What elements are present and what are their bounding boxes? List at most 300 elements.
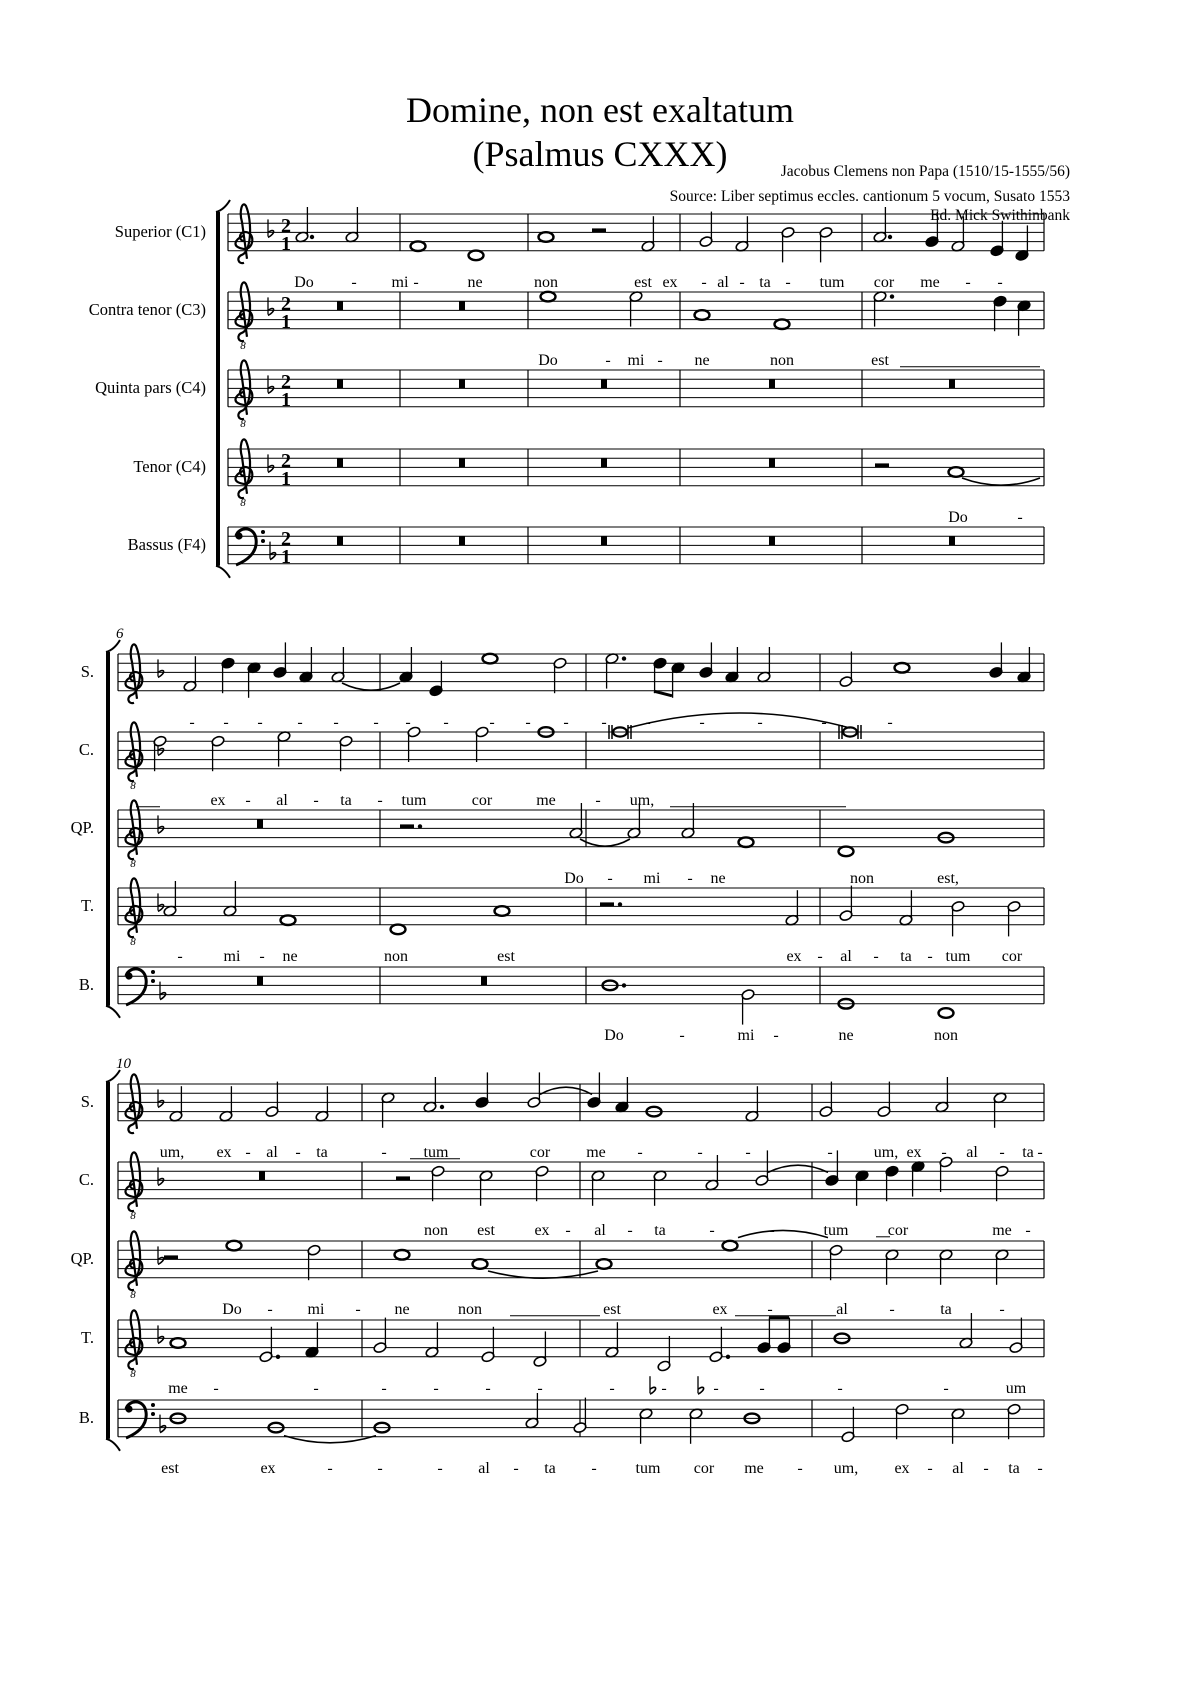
- note: [819, 226, 833, 262]
- lyric-hyphen: -: [609, 1379, 615, 1397]
- lyric-hyphen: -: [189, 713, 195, 731]
- accidental-flat: [698, 1376, 704, 1394]
- note: [745, 1086, 759, 1122]
- lyric-hyphen: -: [997, 273, 1003, 291]
- note: [699, 642, 713, 678]
- note: [569, 803, 583, 839]
- note: [533, 1331, 547, 1367]
- note: [223, 881, 237, 917]
- lyric-syllable: cor: [887, 1221, 909, 1239]
- dot: [622, 983, 626, 987]
- note: [895, 1403, 909, 1439]
- treble-clef-icon: [235, 282, 252, 341]
- key-signature-flat: [160, 982, 166, 1000]
- lyric-hyphen: -: [489, 713, 495, 731]
- time-signature-bottom: 1: [281, 389, 291, 411]
- lyric-hyphen: -: [709, 1221, 715, 1239]
- bracket-hook: [106, 1439, 120, 1451]
- lyric-hyphen: -: [785, 273, 791, 291]
- lyric-syllable: est,: [937, 869, 959, 887]
- breve-rest: [459, 458, 465, 467]
- note: [339, 735, 353, 771]
- note: [949, 467, 964, 477]
- note: [473, 1259, 488, 1269]
- note: [277, 730, 291, 766]
- lyric-hyphen: -: [605, 351, 611, 369]
- lyric-hyphen: -: [927, 947, 933, 965]
- voice-label: C.: [78, 740, 94, 759]
- lyric-syllable: ne: [694, 351, 710, 369]
- tie: [738, 1230, 828, 1237]
- lyric-syllable: ex: [662, 273, 678, 291]
- lyric-hyphen: -: [485, 1379, 491, 1397]
- note: [873, 290, 887, 326]
- lyric-hyphen: -: [679, 1026, 685, 1044]
- source-credit: Source: Liber septimus eccles. cantionum 5 vocum, Susato 1553: [669, 188, 1070, 205]
- note: [381, 1092, 395, 1128]
- lyric-syllable: non: [850, 869, 874, 887]
- lyric-syllable: ne: [838, 1026, 854, 1044]
- note: [541, 292, 556, 302]
- note: [1015, 225, 1029, 261]
- note: [841, 1407, 855, 1443]
- note: [990, 221, 1004, 257]
- note: [247, 662, 261, 698]
- note: [479, 1170, 493, 1206]
- lyric-hyphen: -: [837, 1379, 843, 1397]
- breve-rest: [337, 458, 343, 467]
- note: [475, 1072, 489, 1108]
- key-signature-flat: [158, 1089, 164, 1107]
- note: [273, 642, 287, 678]
- octave-mark: 8: [130, 1367, 136, 1380]
- key-signature-flat: [270, 542, 276, 560]
- note: [681, 803, 695, 839]
- lyric-hyphen: -: [373, 713, 379, 731]
- note: [777, 1318, 791, 1354]
- voice-label: Quinta pars (C4): [95, 378, 206, 397]
- treble-clef-icon: [125, 722, 142, 781]
- lyric-syllable: mi: [643, 869, 661, 887]
- treble-clef-icon: [125, 1310, 142, 1369]
- lyric-hyphen: -: [1017, 508, 1023, 526]
- lyric-syllable: cor: [471, 791, 493, 809]
- note: [951, 900, 965, 936]
- key-signature-flat: [268, 454, 274, 472]
- note: [411, 241, 426, 251]
- note: [885, 1249, 899, 1285]
- note: [307, 1244, 321, 1280]
- voice-label: S.: [80, 1092, 94, 1111]
- piece-title: Domine, non est exaltatum: [406, 90, 794, 130]
- lyric-syllable: cor: [529, 1143, 551, 1161]
- note: [391, 925, 406, 935]
- note: [993, 295, 1007, 331]
- breve-rest: [459, 379, 465, 388]
- lyric-syllable: tum: [819, 273, 845, 291]
- lyric-hyphen: -: [873, 947, 879, 965]
- note: [699, 212, 713, 248]
- note: [935, 1077, 949, 1113]
- lyric-hyphen: -: [327, 1459, 333, 1477]
- note: [895, 663, 910, 673]
- voice-label: B.: [78, 975, 94, 994]
- lyric-hyphen: -: [983, 1459, 989, 1477]
- note: [373, 1318, 387, 1354]
- lyric-hyphen: -: [177, 947, 183, 965]
- note: [899, 890, 913, 926]
- lyric-syllable: um,: [629, 791, 655, 809]
- lyric-syllable: non: [384, 947, 408, 965]
- voice-label: Contra tenor (C3): [88, 300, 206, 319]
- dot: [440, 1105, 444, 1109]
- key-signature-flat: [158, 1325, 164, 1343]
- voice-label: QP.: [70, 818, 94, 837]
- lyric-syllable: al: [594, 1221, 606, 1239]
- treble-clef-icon: [125, 1231, 142, 1290]
- lyric-hyphen: -: [377, 1459, 383, 1477]
- note: [305, 1322, 319, 1358]
- key-signature-flat: [268, 297, 274, 315]
- half-rest: [396, 1176, 410, 1180]
- lyric-hyphen: -: [525, 713, 531, 731]
- lyric-hyphen: -: [1037, 1459, 1043, 1477]
- time-signature-top: 2: [281, 450, 291, 472]
- note: [951, 216, 965, 252]
- note: [495, 906, 510, 916]
- bracket-hook: [216, 566, 230, 578]
- note: [429, 661, 443, 697]
- note: [1017, 300, 1031, 336]
- breve-rest: [337, 536, 343, 545]
- breve-rest: [601, 536, 607, 545]
- note: [939, 1249, 953, 1285]
- accidental-flat: [650, 1376, 656, 1394]
- lyric-hyphen: -: [565, 1221, 571, 1239]
- lyric-hyphen: -: [245, 791, 251, 809]
- lyric-hyphen: -: [645, 713, 651, 731]
- composer-credit: Jacobus Clemens non Papa (1510/15-1555/56): [780, 163, 1070, 180]
- lyric-hyphen: -: [773, 1026, 779, 1044]
- lyric-hyphen: -: [769, 1221, 775, 1239]
- note: [295, 207, 309, 243]
- lyric-syllable: ex: [534, 1221, 550, 1239]
- note: [671, 662, 685, 698]
- lyric-syllable: ta: [940, 1300, 952, 1318]
- note: [219, 1086, 233, 1122]
- dot: [888, 235, 892, 239]
- lyric-hyphen: -: [637, 1143, 643, 1161]
- treble-clef-icon: [125, 1152, 142, 1211]
- note: [639, 1408, 653, 1444]
- lyric-syllable: al: [966, 1143, 978, 1161]
- note: [855, 1170, 869, 1206]
- lyric-hyphen: -: [965, 273, 971, 291]
- lyric-syllable: ta: [340, 791, 352, 809]
- key-signature-flat: [158, 1167, 164, 1185]
- lyric-syllable: ta: [1022, 1143, 1034, 1161]
- lyric-syllable: est: [161, 1459, 179, 1477]
- lyric-syllable: tum: [823, 1221, 849, 1239]
- treble-clef-icon: [125, 800, 142, 859]
- key-signature-flat: [158, 815, 164, 833]
- lyric-hyphen: -: [713, 1379, 719, 1397]
- lyric-syllable: mi: [391, 273, 409, 291]
- lyric-syllable: ta: [1008, 1459, 1020, 1477]
- voice-label: Tenor (C4): [133, 457, 206, 476]
- dot: [310, 235, 314, 239]
- lyric-syllable: est: [497, 947, 515, 965]
- half-rest: [164, 1255, 178, 1259]
- lyric-hyphen: -: [657, 351, 663, 369]
- breve-rest: [949, 536, 955, 545]
- lyric-syllable: Do: [294, 273, 314, 291]
- key-signature-flat: [158, 1246, 164, 1264]
- note: [399, 647, 413, 683]
- half-rest: [592, 228, 606, 232]
- lyric-syllable: ta: [654, 1221, 666, 1239]
- lyric-hyphen: -: [745, 1143, 751, 1161]
- note: [1007, 900, 1021, 936]
- note: [597, 1259, 612, 1269]
- lyric-syllable: tum: [945, 947, 971, 965]
- note: [925, 212, 939, 248]
- lyric-hyphen: -: [437, 1459, 443, 1477]
- lyric-syllable: non: [934, 1026, 958, 1044]
- lyric-hyphen: -: [697, 1143, 703, 1161]
- treble-clef-icon: [125, 1074, 142, 1133]
- lyric-hyphen: -: [887, 713, 893, 731]
- lyric-hyphen: -: [443, 713, 449, 731]
- time-signature-bottom: 1: [281, 546, 291, 568]
- lyric-syllable: est: [603, 1300, 621, 1318]
- lyric-syllable: non: [770, 351, 794, 369]
- breve-rest: [601, 379, 607, 388]
- bracket-hook: [106, 1006, 120, 1018]
- lyric-hyphen: -: [313, 1379, 319, 1397]
- breve-rest: [257, 976, 263, 985]
- note: [469, 251, 484, 261]
- lyric-hyphen: -: [245, 1143, 251, 1161]
- note: [395, 1250, 410, 1260]
- lyric-syllable: cor: [1001, 947, 1023, 965]
- note: [265, 1082, 279, 1118]
- lyric-syllable: mi: [627, 351, 645, 369]
- lyric-hyphen: -: [377, 791, 383, 809]
- lyric-syllable: me: [920, 273, 940, 291]
- lyric-syllable: al: [952, 1459, 964, 1477]
- note: [153, 735, 167, 771]
- lyric-syllable: mi: [307, 1300, 325, 1318]
- key-signature-flat: [268, 219, 274, 237]
- lyric-hyphen: -: [223, 713, 229, 731]
- note: [939, 1008, 954, 1018]
- lyric-hyphen: -: [661, 1379, 667, 1397]
- note: [781, 226, 795, 262]
- lyric-hyphen: -: [827, 1143, 833, 1161]
- lyric-hyphen: -: [313, 791, 319, 809]
- note: [535, 1165, 549, 1201]
- dot: [726, 1355, 730, 1359]
- voice-label: Superior (C1): [114, 222, 206, 241]
- breve-rest: [481, 976, 487, 985]
- lyric-syllable: um,: [833, 1459, 859, 1477]
- lyric-hyphen: -: [739, 273, 745, 291]
- time-signature-top: 2: [281, 293, 291, 315]
- lyric-syllable: non: [458, 1300, 482, 1318]
- bass-clef-icon: [235, 529, 265, 565]
- lyric-syllable: ne: [467, 273, 483, 291]
- lyric-syllable: ne: [282, 947, 298, 965]
- note: [163, 881, 177, 917]
- lyric-hyphen: -: [797, 1459, 803, 1477]
- lyric-hyphen: -: [433, 1379, 439, 1397]
- note: [345, 207, 359, 243]
- note: [989, 642, 1003, 678]
- lyric-syllable: al: [266, 1143, 278, 1161]
- note: [755, 1150, 769, 1186]
- note: [591, 1170, 605, 1206]
- voice-label: T.: [81, 1328, 94, 1347]
- note: [829, 1244, 843, 1280]
- note: [299, 647, 313, 683]
- octave-mark: 8: [130, 1288, 136, 1301]
- lyric-syllable: est: [871, 351, 889, 369]
- lyric-syllable: non: [534, 273, 558, 291]
- time-signature-bottom: 1: [281, 311, 291, 333]
- lyric-syllable: ex: [712, 1300, 728, 1318]
- lyric-hyphen: -: [601, 713, 607, 731]
- tie: [628, 713, 850, 728]
- note: [483, 654, 498, 664]
- note: [735, 216, 749, 252]
- note: [587, 1072, 601, 1108]
- half-rest: [600, 902, 614, 906]
- note: [425, 1322, 439, 1358]
- voice-label: B.: [78, 1408, 94, 1427]
- lyric-syllable: ex: [786, 947, 802, 965]
- note: [1009, 1318, 1023, 1354]
- lyric-hyphen: -: [355, 1300, 361, 1318]
- note: [725, 647, 739, 683]
- note: [739, 837, 754, 847]
- treble-clef-icon: [125, 644, 142, 703]
- half-rest: [875, 463, 889, 467]
- lyric-syllable: um: [1005, 1379, 1027, 1397]
- lyric-hyphen: -: [821, 713, 827, 731]
- lyric-hyphen: -: [595, 791, 601, 809]
- lyric-syllable: me: [744, 1459, 764, 1477]
- tie: [962, 478, 1040, 485]
- dot: [276, 1355, 280, 1359]
- lyric-hyphen: -: [701, 273, 707, 291]
- octave-mark: 8: [240, 339, 246, 352]
- note: [331, 647, 345, 683]
- note: [527, 1072, 541, 1108]
- lyric-hyphen: -: [767, 1300, 773, 1318]
- lyric-syllable: ta: [316, 1143, 328, 1161]
- lyric-syllable: Do: [564, 869, 584, 887]
- note: [641, 216, 655, 252]
- lyric-syllable: mi: [737, 1026, 755, 1044]
- lyric-syllable: Do: [604, 1026, 624, 1044]
- lyric-hyphen: -: [213, 1379, 219, 1397]
- breve-rest: [459, 301, 465, 310]
- note: [741, 988, 755, 1024]
- time-signature-top: 2: [281, 371, 291, 393]
- lyric-hyphen: -: [413, 273, 419, 291]
- note: [481, 1327, 495, 1363]
- lyric-syllable: ex: [210, 791, 226, 809]
- note: [911, 1160, 925, 1196]
- note: [653, 1170, 667, 1206]
- lyric-hyphen: -: [257, 713, 263, 731]
- note: [259, 1327, 273, 1363]
- lyric-hyphen: -: [607, 869, 613, 887]
- dot: [890, 294, 894, 298]
- lyric-syllable: est: [477, 1221, 495, 1239]
- breve-rest: [949, 379, 955, 388]
- voice-label: S.: [80, 662, 94, 681]
- note: [785, 890, 799, 926]
- lyric-hyphen: -: [405, 713, 411, 731]
- lyric-syllable: tum: [423, 1143, 449, 1161]
- lyric-syllable: al: [478, 1459, 490, 1477]
- measure-number: 10: [116, 1056, 131, 1072]
- treble-clef-icon: [235, 204, 252, 263]
- lyric-hyphen: -: [351, 273, 357, 291]
- lyric-syllable: um,: [159, 1143, 185, 1161]
- lyric-hyphen: -: [295, 1143, 301, 1161]
- lyric-syllable: al: [717, 273, 729, 291]
- time-signature-top: 2: [281, 215, 291, 237]
- octave-mark: 8: [130, 779, 136, 792]
- voice-label: Bassus (F4): [127, 535, 206, 554]
- key-signature-flat: [158, 659, 164, 677]
- measure-number: 6: [116, 626, 124, 642]
- tie: [580, 839, 630, 846]
- dot: [618, 902, 622, 906]
- treble-clef-icon: [235, 439, 252, 498]
- note: [281, 915, 296, 925]
- note: [657, 1336, 671, 1372]
- note: [993, 1092, 1007, 1128]
- treble-clef-icon: [125, 878, 142, 937]
- note: [877, 1082, 891, 1118]
- breve-rest: [459, 536, 465, 545]
- lyric-syllable: ex: [894, 1459, 910, 1477]
- note: [169, 1086, 183, 1122]
- note: [885, 1165, 899, 1201]
- note: [951, 1408, 965, 1444]
- lyric-syllable: Do: [222, 1300, 242, 1318]
- note: [995, 1165, 1009, 1201]
- lyric-hyphen: -: [537, 1379, 543, 1397]
- dot: [622, 656, 626, 660]
- lyric-syllable: ta: [759, 273, 771, 291]
- lyric-syllable: non: [424, 1221, 448, 1239]
- lyric-hyphen: -: [627, 1221, 633, 1239]
- dot: [418, 824, 422, 828]
- lyric-hyphen: -: [381, 1379, 387, 1397]
- bass-clef-icon: [125, 969, 155, 1005]
- lyric-hyphen: -: [513, 1459, 519, 1477]
- lyric-hyphen: -: [1025, 1221, 1031, 1239]
- note: [1007, 1403, 1021, 1439]
- lyric-syllable: al: [836, 1300, 848, 1318]
- lyric-syllable: um,: [873, 1143, 899, 1161]
- lyric-syllable: ta: [900, 947, 912, 965]
